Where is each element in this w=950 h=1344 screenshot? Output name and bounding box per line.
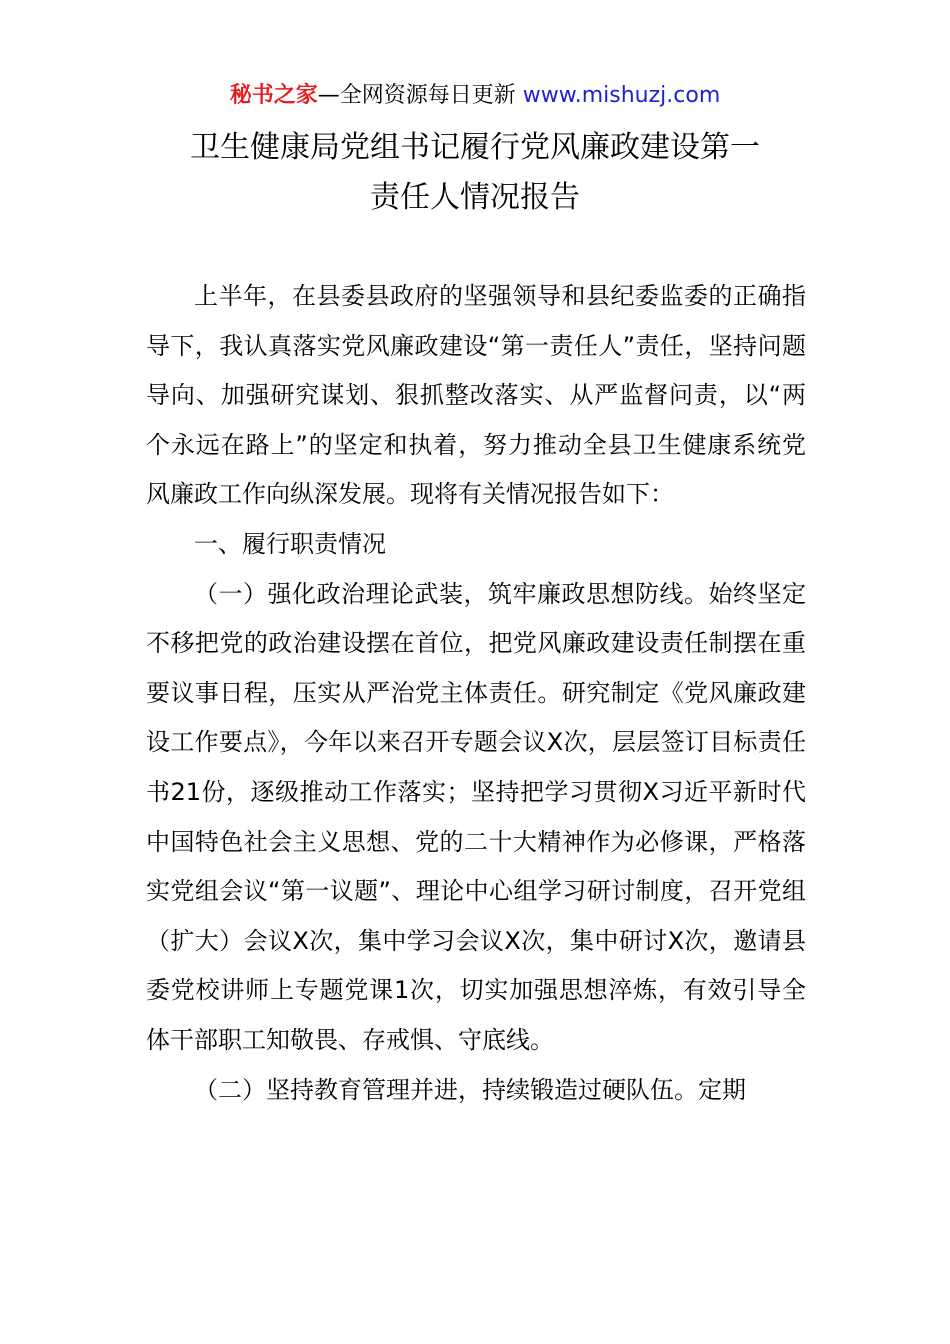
header-slogan: —全网资源每日更新 [317, 83, 523, 108]
site-header [0, 80, 950, 112]
document-title-line-2: 责任人情况报告 [370, 180, 580, 215]
paragraph-subsection-2: （二）坚持教育管理并进，持续锻造过硬队伍。定期 [194, 1075, 746, 1104]
header-brand: 秘书之家 [229, 83, 318, 108]
header-url[interactable]: www.mishuzj.com [522, 83, 721, 108]
paragraph-subsection-1: （一）强化政治理论武装，筑牢廉政思想防线。始终坚定不移把党的政治建设摆在首位，把党风廉政建设责任制摆在重要议事日程，压实从严治党主体责任。研究制定《党风廉政建设工作要点》，今年以来召开专题会议X次，层层签订目标责任书21份，逐级推动工作落实；坚持把学习贯彻X习近平新时代中国特色社会主义思想、党的二十大精神作为必修课，严格落实党组会议“第一议题”、理论中心组学习研讨制度，召开党组（扩大）会议X次，集中学习会议X次，集中研讨X次，邀请县委党校讲师上专题党课1次，切实加强思想淬炼，有效引导全体干部职工知敬畏、存戒惧、守底线。 [146, 579, 806, 1054]
paragraph-intro: 上半年，在县委县政府的坚强领导和县纪委监委的正确指导下，我认真落实党风廉政建设“第一责任人”责任，坚持问题导向、加强研究谋划、狠抓整改落实、从严监督问责，以“两个永远在路上”的坚定和执着，努力推动全县卫生健康系统党风廉政工作向纵深发展。现将有关情况报告如下： [146, 282, 806, 509]
document-title-line-1: 卫生健康局党组书记履行党风廉政建设第一 [190, 130, 760, 165]
document-body [146, 272, 806, 1115]
section-heading-1: 一、履行职责情况 [194, 529, 386, 558]
